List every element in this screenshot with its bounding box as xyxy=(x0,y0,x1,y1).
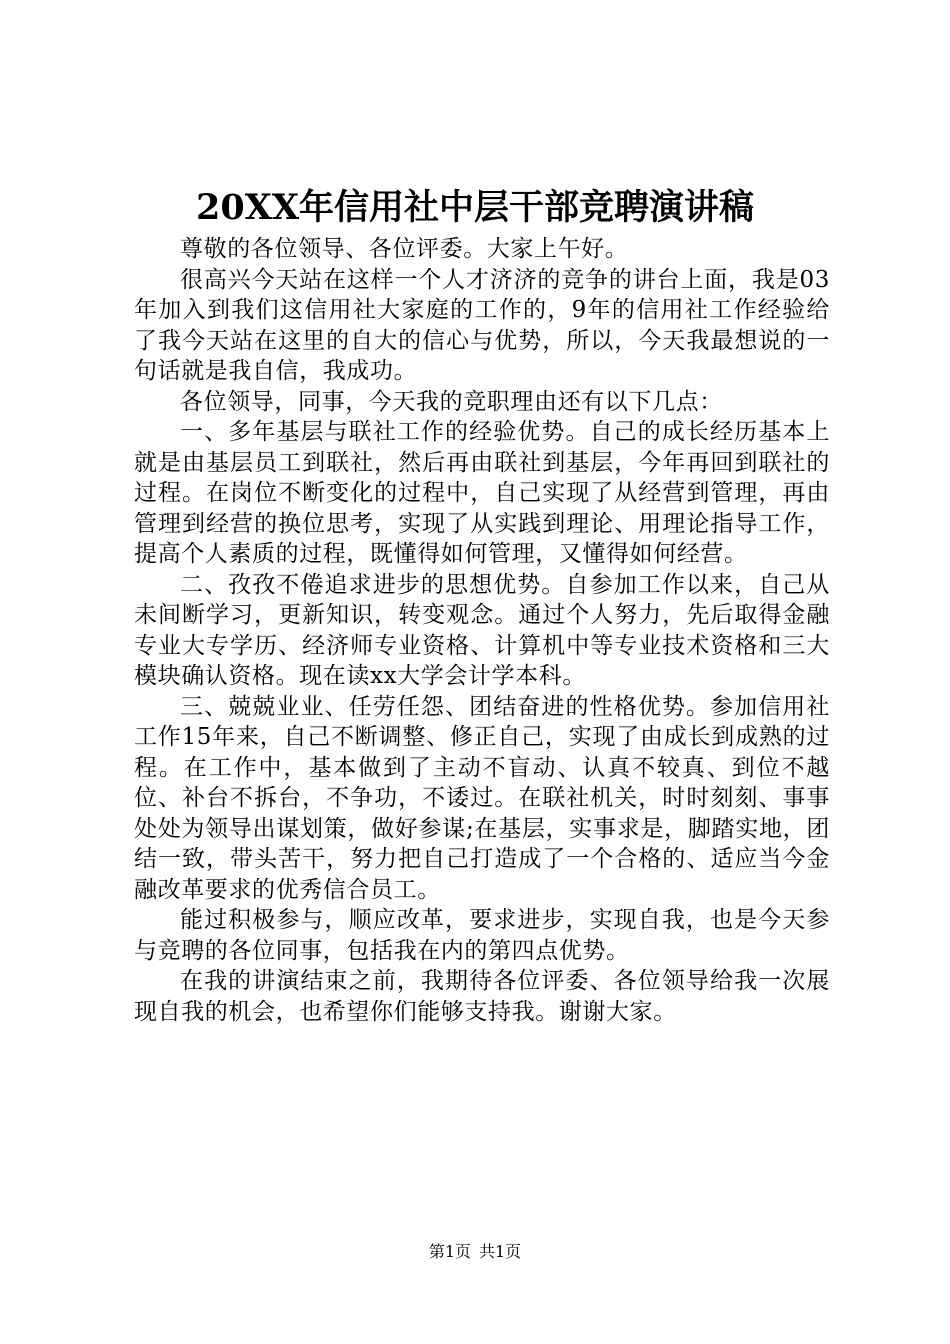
paragraph-point-three: 三、兢兢业业、任劳任怨、团结奋进的性格优势。参加信用社工作15年来，自己不断调整、修正自己，实现了由成长到成熟的过程。在工作中，基本做到了主动不盲动、认真不较真、到位不越位、补台不拆台，不争功，不诿过。在联社机关，时时刻刻、事事处处为领导出谋划策，做好参谋;在基层，实事求是，脚踏实地，团结一致，带头苦干，努力把自己打造成了一个合格的、适应当今金融改革要求的优秀信合员工。 xyxy=(134,693,830,903)
paragraph-point-two: 二、孜孜不倦追求进步的思想优势。自参加工作以来，自己从未间断学习，更新知识，转变观念。通过个人努力，先后取得金融专业大专学历、经济师专业资格、计算机中等专业技术资格和三大模块确认资格。现在读xx大学会计学本科。 xyxy=(134,571,830,689)
page-total: 共1页 xyxy=(479,1242,522,1261)
page-footer xyxy=(0,1242,950,1262)
paragraph-greeting: 尊敬的各位领导、各位评委。大家上午好。 xyxy=(180,236,629,262)
paragraph-point-four: 能过积极参与，顺应改革，要求进步，实现自我，也是今天参与竞聘的各位同事，包括我在内的第四点优势。 xyxy=(134,907,830,964)
paragraph-point-one: 一、多年基层与联社工作的经验优势。自己的成长经历基本上就是由基层员工到联社，然后再由联社到基层，今年再回到联社的过程。在岗位不断变化的过程中，自己实现了从经营到管理，再由管理到经营的换位思考，实现了从实践到理论、用理论指导工作，提高个人素质的过程，既懂得如何管理，又懂得如何经营。 xyxy=(134,419,830,567)
document-body xyxy=(134,234,830,1027)
paragraph-closing: 在我的讲演结束之前，我期待各位评委、各位领导给我一次展现自我的机会，也希望你们能够支持我。谢谢大家。 xyxy=(134,968,830,1025)
paragraph-introduction: 很高兴今天站在这样一个人才济济的竞争的讲台上面，我是03年加入到我们这信用社大家庭的工作的，9年的信用社工作经验给了我今天站在这里的自大的信心与优势，所以，今天我最想说的一句话就是我自信，我成功。 xyxy=(134,266,830,384)
paragraph-reasons-intro: 各位领导，同事，今天我的竞职理由还有以下几点： xyxy=(180,388,723,415)
page-number: 第1页 xyxy=(428,1242,471,1261)
document-title: 20XX年信用社中层干部竞聘演讲稿 xyxy=(195,187,755,228)
